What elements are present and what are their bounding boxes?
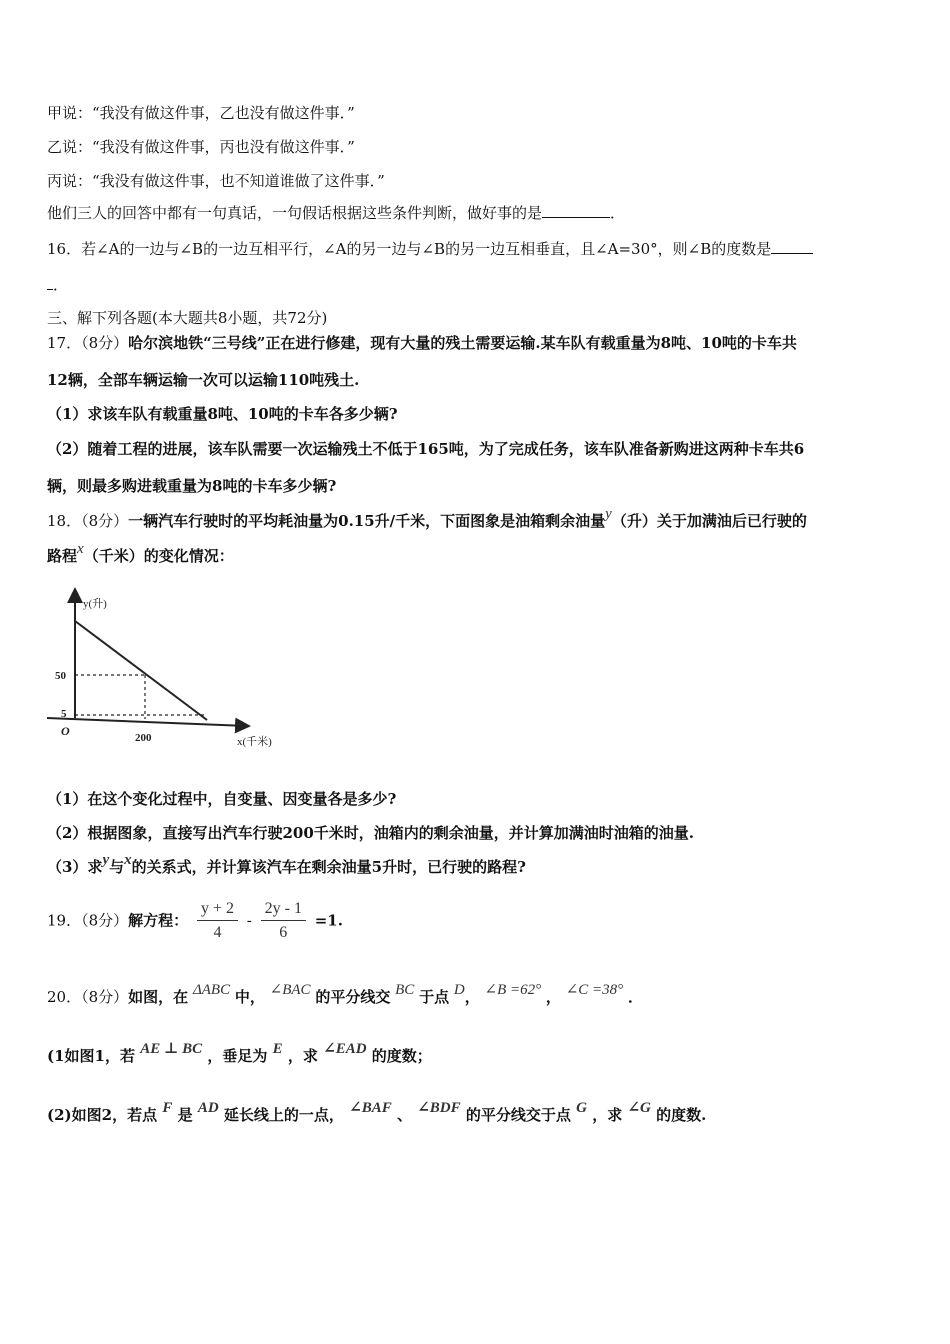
- x-tick-200: 200: [135, 732, 152, 744]
- question-17-cont: 12辆，全部车辆运输一次可以运输110吨残土.: [47, 371, 360, 389]
- question-18-cont: 路程x（千米）的变化情况：: [47, 541, 234, 565]
- question-17-part-2-cont: 辆，则最多购进载重量为8吨的卡车多少辆?: [47, 477, 337, 495]
- question-16-cont: ．: [47, 275, 68, 295]
- origin-label: O: [61, 724, 70, 738]
- question-20: 20．（8分）如图，在 ΔABC 中， ∠BAC 的平分线交 BC 于点 D， ∠B =62° ， ∠C =38° ．: [47, 982, 643, 1006]
- x-axis-label: x(千米): [237, 736, 272, 748]
- question-17-part-1: （1）求该车队有载重量8吨、10吨的卡车各多少辆?: [47, 405, 398, 423]
- x-axis: [47, 718, 247, 726]
- question-16: 16．若∠A的一边与∠B的一边互相平行，∠A的另一边与∠B的另一边互相垂直，且∠A=30°，则∠B的度数是: [47, 239, 813, 259]
- y-tick-5: 5: [61, 708, 67, 720]
- question-19: 19．（8分）解方程： $\frac{y + 2}{4}$ - $\frac{2y - 1}{6}$ =1.: [47, 898, 343, 945]
- y-axis-label: y(升): [83, 598, 107, 610]
- question-17-part-2: （2）随着工程的进展，该车队需要一次运输残土不低于165吨，为了完成任务，该车队准备新购进这两种卡车共6: [47, 440, 805, 458]
- y-tick-50: 50: [55, 670, 66, 682]
- statement-bing: 丙说：“我没有做这件事，也不知道谁做了这件事．”: [47, 172, 385, 190]
- fuel-line: [75, 621, 207, 720]
- fraction-2: $\frac{2y - 1}{6}$: [261, 898, 306, 945]
- section-3-heading: 三、解下列各题(本大题共8小题，共72分): [47, 309, 328, 327]
- fraction-1: $\frac{y + 2}{4}$: [197, 898, 238, 945]
- question-20-part-1: (1如图1，若 AE ⊥ BC ，垂足为 E ，求 ∠EAD 的度数；: [47, 1041, 432, 1065]
- question-18-part-2: （2）根据图象，直接写出汽车行驶200千米时，油箱内的剩余油量，并计算加满油时油箱的油量.: [47, 824, 694, 842]
- fuel-chart: [45, 583, 285, 753]
- question-18-part-3: （3）求y与x的关系式，并计算该汽车在剩余油量5升时，已行驶的路程?: [47, 852, 526, 876]
- answer-blank: [771, 239, 813, 254]
- question-18: 18．（8分）一辆汽车行驶时的平均耗油量为0.15升/千米，下面图象是油箱剩余油量y（升）关于加满油后已行驶的: [47, 506, 807, 530]
- statement-yi: 乙说：“我没有做这件事，丙也没有做这件事．”: [47, 138, 355, 156]
- question-20-part-2: (2)如图2，若点 F 是 AD 延长线上的一点， ∠BAF 、 ∠BDF 的平分线交于点 G ，求 ∠G 的度数.: [47, 1100, 707, 1124]
- statement-jia: 甲说：“我没有做这件事，乙也没有做这件事．”: [47, 104, 355, 122]
- question-17: 17．（8分）哈尔滨地铁“三号线”正在进行修建，现有大量的残土需要运输.某车队有载重量为8吨、10吨的卡车共: [47, 334, 797, 352]
- answer-blank: [542, 203, 610, 218]
- question-15-conclusion: 他们三人的回答中都有一句真话，一句假话根据这些条件判断，做好事的是 ．: [47, 204, 626, 222]
- question-18-part-1: （1）在这个变化过程中，自变量、因变量各是多少?: [47, 790, 397, 808]
